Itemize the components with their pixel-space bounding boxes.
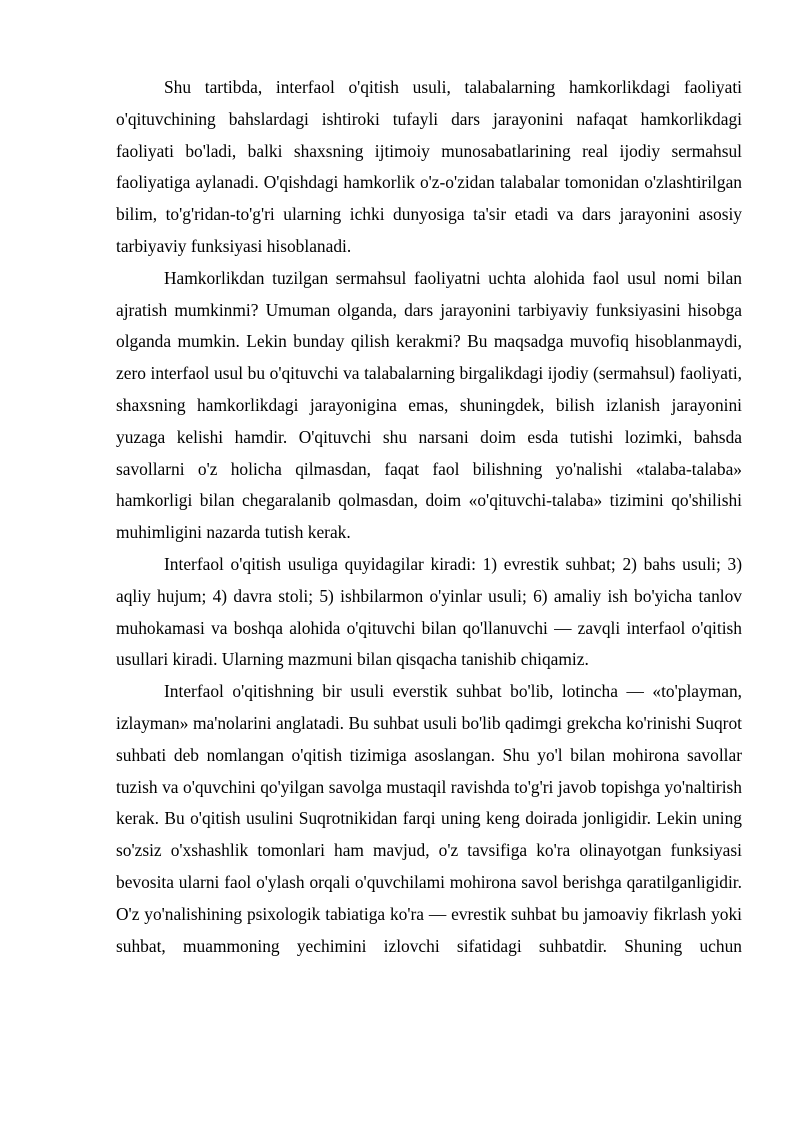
paragraph-3: Interfaol o'qitish usuliga quyidagilar kiradi: 1) evrestik suhbat; 2) bahs usuli; 3) aqliy hujum; 4) davra stoli; 5) ishbilarmon o'yinlar usuli; 6) amaliy ish bo'yicha tanlov muhokamasi va boshqa alohida o'qituvchi bilan qo'llanuvchi — zavqli interfaol o'qitish usullari kiradi. Ularning mazmuni bilan qisqacha tanishib chiqamiz. <box>116 553 742 670</box>
paragraph-4: Interfaol o'qitishning bir usuli everstik suhbat bo'lib, lotincha — «to'playman, izlayman» ma'nolarini anglatadi. Bu suhbat usuli bo'lib qadimgi grekcha ko'rinishi Suqrot suhbati deb nomlangan o'qitish tizimiga asoslangan. Shu yo'l bilan mohirona savollar tuzish va o'quvchini qo'yilgan savolga mustaqil ravishda to'g'ri javob topishga yo'naltirish kerak. Bu o'qitish usulini Suqrotnikidan farqi uning keng doirada jonligidir. Lekin uning so'zsiz o'xshashlik tomonlari ham mavjud, o'z tavsifiga ko'ra olinayotgan funksiyasi bevosita ularni faol o'ylash orqali o'quvchilami mohirona savol berishga qaratilganligidir. O'z yo'nalishining psixologik tabiatiga ko'ra — evrestik suhbat bu jamoaviy fikrlash yoki suhbat, muammoning yechimini izlovchi sifatidagi suhbatdir. Shuning uchun <box>116 681 742 956</box>
document-body <box>116 72 742 962</box>
paragraph-2: Hamkorlikdan tuzilgan sermahsul faoliyatni uchta alohida faol usul nomi bilan ajratish mumkinmi? Umuman olganda, dars jarayonini tarbiyaviy funksiyasini hisobga olganda mumkin. Lekin bunday qilish kerakmi? Bu maqsadga muvofiq hisoblanmaydi, zero interfaol usul bu o'qituvchi va talabalarning birgalikdagi ijodiy (sermahsul) faoliyati, shaxsning hamkorlikdagi jarayonigina emas, shuningdek, bilish izlanish jarayonini yuzaga kelishi hamdir. O'qituvchi shu narsani doim esda tutishi lozimki, bahsda savollarni o'z holicha qilmasdan, faqat faol bilishning yo'nalishi «talaba-talaba» hamkorligi bilan chegaralanib qolmasdan, doim «o'qituvchi-talaba» tizimini qo'shilishi muhimligini nazarda tutish kerak. <box>116 267 742 543</box>
paragraph-1: Shu tartibda, interfaol o'qitish usuli, talabalarning hamkorlikdagi faoliyati o'qituvchining bahslardagi ishtiroki tufayli dars jarayonini nafaqat hamkorlikdagi faoliyati bo'ladi, balki shaxsning ijtimoiy munosabatlarining real ijodiy sermahsul faoliyatiga aylanadi. O'qishdagi hamkorlik o'z-o'zidan talabalar tomonidan o'zlashtirilgan bilim, to'g'ridan-to'g'ri ularning ichki dunyosiga ta'sir etadi va dars jarayonini asosiy tarbiyaviy funksiyasi hisoblanadi. <box>116 77 742 256</box>
